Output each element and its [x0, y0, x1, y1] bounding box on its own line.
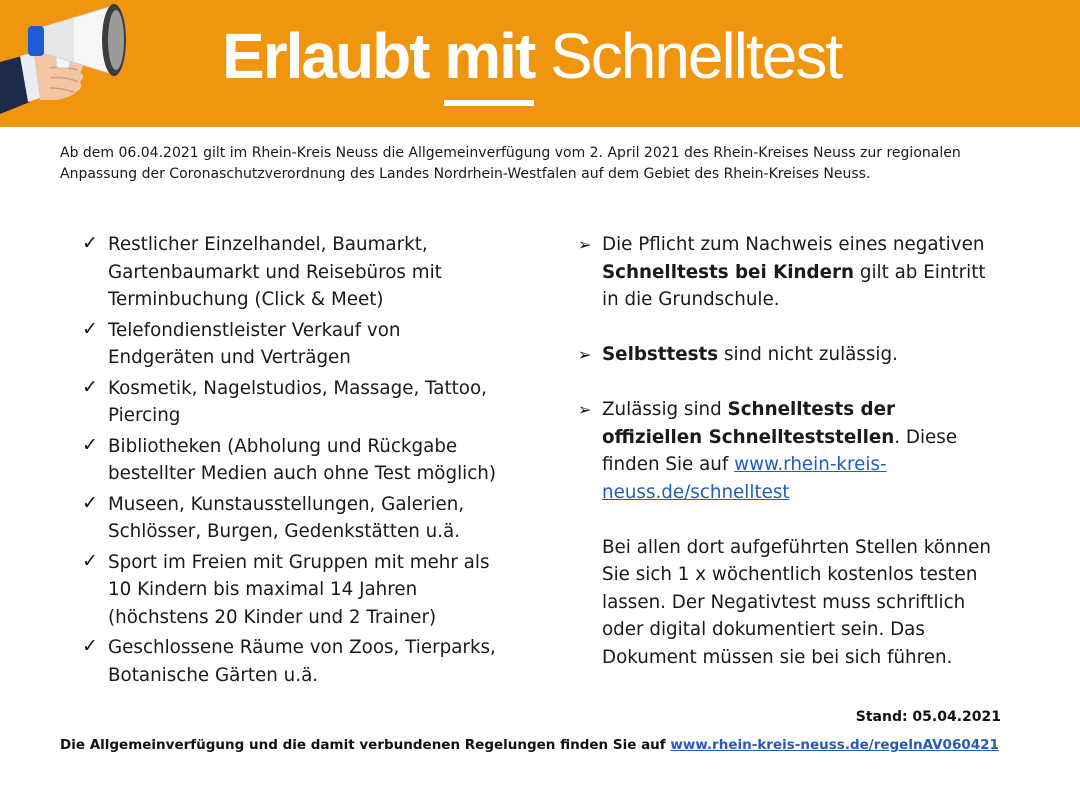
list-item: ✓ Restlicher Einzelhandel, Baumarkt, Gartenbaumarkt und Reisebüros mit Terminbuchung (Click & Meet)	[82, 232, 442, 310]
checkmark-icon: ✓	[82, 232, 98, 254]
schnelltest-link[interactable]: www.rhein-kreis-	[734, 454, 887, 475]
header-banner	[0, 0, 1080, 127]
checkmark-icon: ✓	[82, 549, 98, 572]
allowed-list	[80, 231, 550, 692]
checkmark-icon: ✓	[82, 375, 98, 398]
list-item: ✓ Kosmetik, Nagelstudios, Massage, Tattoo, Piercing	[82, 375, 487, 426]
note-self-tests: ➢ Selbsttests sind nicht zulässig.	[578, 341, 1028, 369]
list-item: ✓ Geschlossene Räume von Zoos, Tierparks, Botanische Gärten u.ä.	[82, 635, 496, 686]
schnelltest-link-cont[interactable]: neuss.de/schnelltest	[602, 481, 790, 503]
page-title: Erlaubt mit Schnelltest	[222, 20, 842, 92]
list-item: ✓ Telefondienstleister Verkauf von Endgeräten und Verträgen	[82, 317, 401, 368]
intro-line-2: Anpassung der Coronaschutzverordnung des Landes Nordrhein-Westfalen auf dem Gebiet des Rhein-Kreises Neuss.	[60, 166, 871, 182]
list-item: ✓ Bibliotheken (Abholung und Rückgabe bestellter Medien auch ohne Test möglich)	[82, 433, 497, 484]
note-official-tests: ➢ Zulässig sind Schnelltests der offiziellen Schnellteststellen. Diese finden Sie auf www.rhein-kreis- neuss.de/schnelltest Bei allen dort aufgeführten Stellen können Sie sich 1 x wöchentlich kostenlos testen lassen. Der Negativtest muss schriftlich oder digital dokumentiert sein. Das Dokument müssen sie bei sich führen.	[578, 396, 1028, 671]
checkmark-icon: ✓	[82, 317, 98, 340]
checkmark-icon: ✓	[82, 433, 98, 456]
intro-text	[60, 143, 1040, 185]
list-item: ✓ Sport im Freien mit Gruppen mit mehr als 10 Kindern bis maximal 14 Jahren (höchstens 20 Kinder und 2 Trainer)	[82, 549, 490, 628]
intro-line-1: Ab dem 06.04.2021 gilt im Rhein-Kreis Neuss die Allgemeinverfügung vom 2. April 2021 des Rhein-Kreises Neuss zur regionalen	[60, 145, 961, 161]
arrow-bullet-icon: ➢	[578, 235, 592, 254]
list-item: ✓ Museen, Kunstausstellungen, Galerien, Schlösser, Burgen, Gedenkstätten u.ä.	[82, 491, 465, 542]
regeln-link[interactable]: www.rhein-kreis-neuss.de/regelnAV060421	[670, 737, 999, 753]
note-children-tests: ➢ Die Pflicht zum Nachweis eines negativen Schnelltests bei Kindern gilt ab Eintritt in die Grundschule.	[578, 231, 1028, 314]
checkmark-icon: ✓	[82, 491, 98, 514]
arrow-bullet-icon: ➢	[578, 400, 592, 419]
notes-column	[578, 231, 1028, 671]
stand-date: Stand: 05.04.2021	[855, 709, 1001, 725]
arrow-bullet-icon: ➢	[578, 345, 592, 364]
megaphone-icon	[0, 4, 140, 114]
footer-note: Die Allgemeinverfügung und die damit verbundenen Regelungen finden Sie auf www.rhein-kreis-neuss.de/regelnAV060421	[60, 737, 999, 753]
checkmark-icon: ✓	[82, 635, 98, 657]
